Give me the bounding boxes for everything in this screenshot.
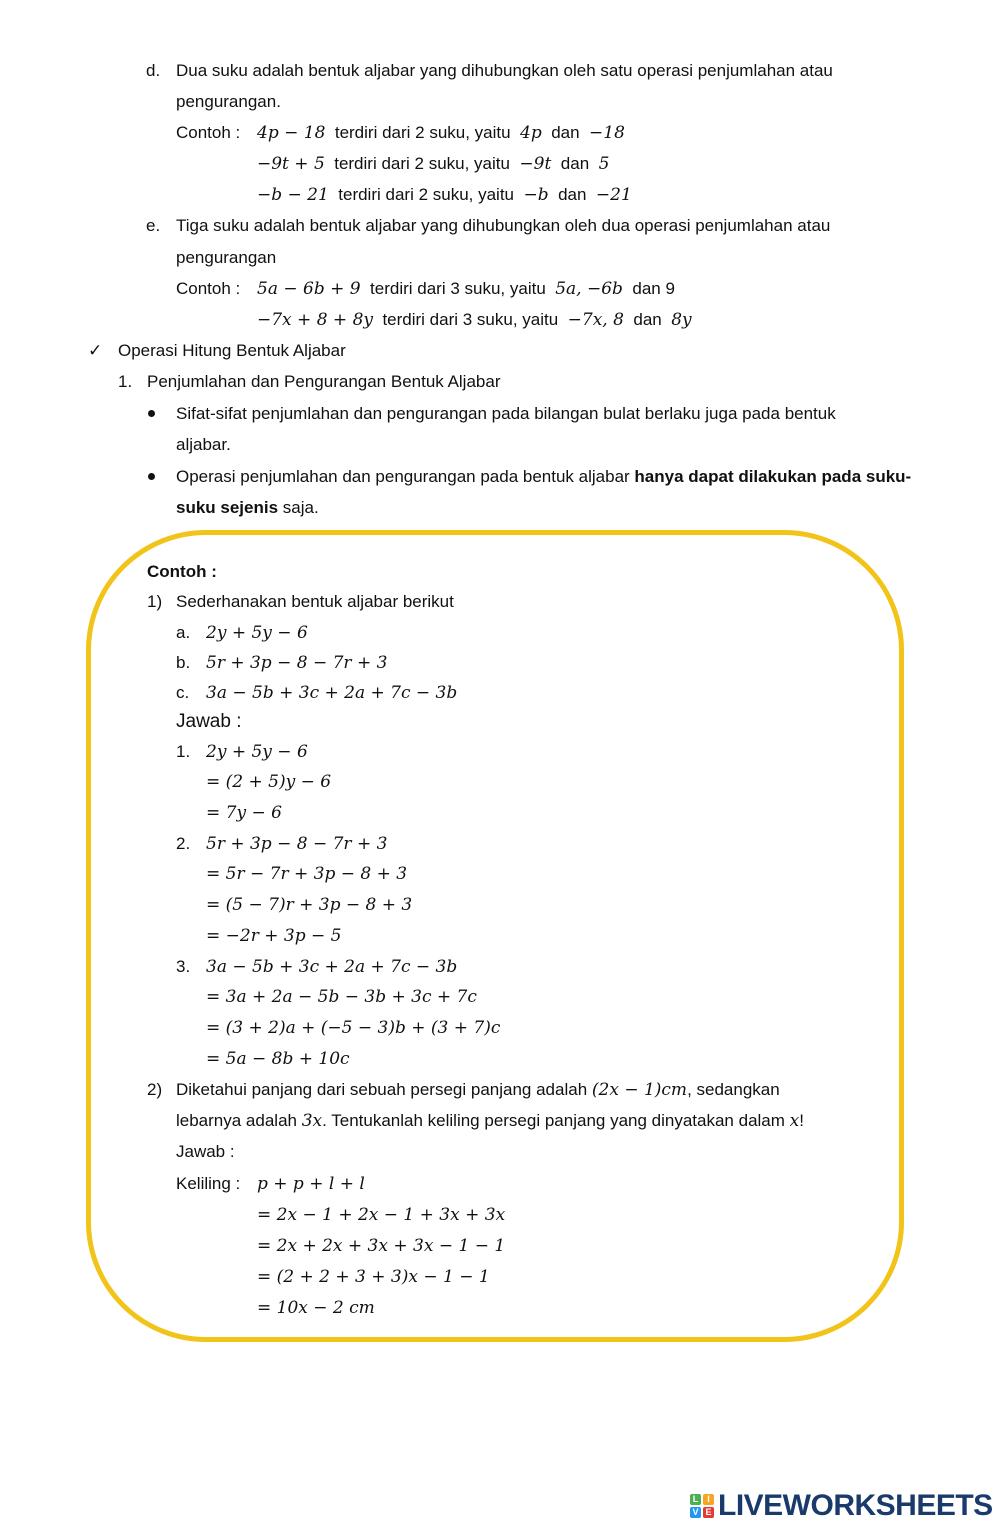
q1-marker: 1) (147, 592, 163, 611)
example-term: −21 (595, 185, 632, 205)
check-icon: ✓ (88, 341, 103, 360)
keliling-line: = 2x + 2x + 3x + 3x − 1 − 1 (257, 1236, 506, 1256)
section-e-marker: e. (146, 216, 161, 235)
section-d-example-2 (257, 153, 609, 175)
example-expression: −7x + 8 + 8y (257, 310, 373, 330)
bullet2-line1 (176, 466, 911, 488)
q1-item-c-expr: 3a − 5b + 3c + 2a + 7c − 3b (206, 683, 458, 703)
answer-1-line: 2y + 5y − 6 (206, 742, 308, 762)
bullet2-text: saja. (278, 498, 319, 517)
answer-2-line: = 5r − 7r + 3p − 8 + 3 (206, 864, 408, 884)
q2-math: 3x (301, 1111, 323, 1131)
bullet1-line1: Sifat-sifat penjumlahan dan pengurangan pada bilangan bulat berlaku juga pada bentuk (176, 404, 836, 423)
logo-letter: I (703, 1494, 714, 1505)
answer-3-line: 3a − 5b + 3c + 2a + 7c − 3b (206, 957, 458, 977)
section-d-line1: Dua suku adalah bentuk aljabar yang dihubungkan oleh satu operasi penjumlahan atau (176, 61, 833, 80)
example-dan: dan 9 (632, 279, 675, 298)
section-d-line2: pengurangan. (176, 92, 281, 111)
answer-3-line: = (3 + 2)a + (−5 − 3)b + (3 + 7)c (206, 1018, 501, 1038)
q1-text: Sederhanakan bentuk aljabar berikut (176, 592, 454, 611)
logo-letter: L (690, 1494, 701, 1505)
contoh-heading: Contoh : (147, 562, 217, 581)
section-e-line1: Tiga suku adalah bentuk aljabar yang dihubungkan oleh dua operasi penjumlahan atau (176, 216, 831, 235)
answer-3-line: = 5a − 8b + 10c (206, 1049, 350, 1069)
q2-text: . Tentukanlah keliling persegi panjang yang dinyatakan dalam (322, 1111, 790, 1130)
example-text: terdiri dari 3 suku, yaitu (370, 279, 546, 298)
example-expression: 4p − 18 (257, 123, 326, 143)
logo-letter: V (690, 1507, 701, 1518)
operasi-sub-title: Penjumlahan dan Pengurangan Bentuk Aljabar (147, 372, 501, 391)
answer-3-marker: 3. (176, 957, 191, 976)
section-d-example-3 (257, 184, 632, 206)
example-term: 5 (598, 154, 610, 174)
example-text: terdiri dari 2 suku, yaitu (334, 154, 510, 173)
keliling-line: = (2 + 2 + 3 + 3)x − 1 − 1 (257, 1267, 490, 1287)
example-expression: −b − 21 (257, 185, 329, 205)
answer-2-line: 5r + 3p − 8 − 7r + 3 (206, 834, 388, 854)
q2-marker: 2) (147, 1080, 163, 1099)
q2-line1 (176, 1079, 780, 1101)
keliling-line: = 2x − 1 + 2x − 1 + 3x + 3x (257, 1205, 506, 1225)
example-term: −9t (519, 154, 552, 174)
jawab-label-2: Jawab : (176, 1142, 235, 1161)
keliling-line: = 10x − 2 cm (257, 1298, 375, 1318)
bullet2-line2 (176, 497, 319, 519)
q2-math: x (789, 1111, 800, 1131)
example-terms: −7x, 8 (567, 310, 624, 330)
answer-2-line: = −2r + 3p − 5 (206, 926, 342, 946)
operasi-title: Operasi Hitung Bentuk Aljabar (118, 341, 346, 360)
section-d-marker: d. (146, 61, 161, 80)
q2-math: (2x − 1)cm (591, 1080, 688, 1100)
section-e-example-1 (257, 278, 675, 300)
q2-text: Diketahui panjang dari sebuah persegi panjang adalah (176, 1080, 592, 1099)
bullet2-text: Operasi penjumlahan dan pengurangan pada bentuk aljabar (176, 467, 635, 486)
answer-1-marker: 1. (176, 742, 191, 761)
liveworksheets-logo (690, 1488, 993, 1524)
keliling-line: p + p + l + l (257, 1174, 365, 1194)
q2-text: , sedangkan (687, 1080, 780, 1099)
logo-text: LIVEWORKSHEETS (718, 1489, 993, 1522)
example-text: terdiri dari 3 suku, yaitu (382, 310, 559, 329)
logo-letter: E (703, 1507, 714, 1518)
section-e-line2: pengurangan (176, 248, 277, 267)
example-expression: −9t + 5 (257, 154, 325, 174)
keliling-label: Keliling : (176, 1174, 241, 1193)
answer-2-line: = (5 − 7)r + 3p − 8 + 3 (206, 895, 413, 915)
example-term: 4p (520, 123, 542, 143)
example-term: −18 (589, 123, 625, 143)
bullet2-bold: suku sejenis (176, 498, 279, 517)
q2-text: ! (799, 1111, 804, 1130)
example-dan: dan (633, 310, 662, 329)
example-dan: dan (560, 154, 590, 173)
example-term: −b (523, 185, 549, 205)
section-d-example-1 (257, 122, 625, 144)
example-expression: 5a − 6b + 9 (257, 279, 361, 299)
example-text: terdiri dari 2 suku, yaitu (334, 123, 511, 142)
example-terms: 5a, −6b (555, 279, 623, 299)
example-term: 8y (671, 310, 692, 330)
answer-1-line: = (2 + 5)y − 6 (206, 772, 332, 792)
answer-1-line: = 7y − 6 (206, 803, 282, 823)
section-e-contoh-label: Contoh : (176, 279, 241, 298)
operasi-sub-marker: 1. (118, 372, 133, 391)
example-text: terdiri dari 2 suku, yaitu (338, 185, 515, 204)
q1-item-b-expr: 5r + 3p − 8 − 7r + 3 (206, 653, 388, 673)
q1-item-a-expr: 2y + 5y − 6 (206, 623, 308, 643)
answer-2-marker: 2. (176, 834, 191, 853)
section-e-example-2 (257, 309, 692, 331)
example-dan: dan (551, 123, 580, 142)
q2-text: lebarnya adalah (176, 1111, 302, 1130)
q2-line2 (176, 1110, 804, 1132)
bullet2-bold: hanya dapat dilakukan pada suku- (634, 467, 912, 486)
q1-item-b-marker: b. (176, 653, 191, 672)
bullet-dot (148, 410, 155, 417)
q1-item-c-marker: c. (176, 683, 190, 702)
answer-3-line: = 3a + 2a − 5b − 3b + 3c + 7c (206, 987, 477, 1007)
jawab-label: Jawab : (176, 711, 242, 732)
logo-icon (690, 1494, 714, 1518)
section-d-contoh-label: Contoh : (176, 123, 241, 142)
bullet1-line2: aljabar. (176, 435, 231, 454)
q1-item-a-marker: a. (176, 623, 191, 642)
example-dan: dan (558, 185, 587, 204)
bullet-dot (148, 473, 155, 480)
